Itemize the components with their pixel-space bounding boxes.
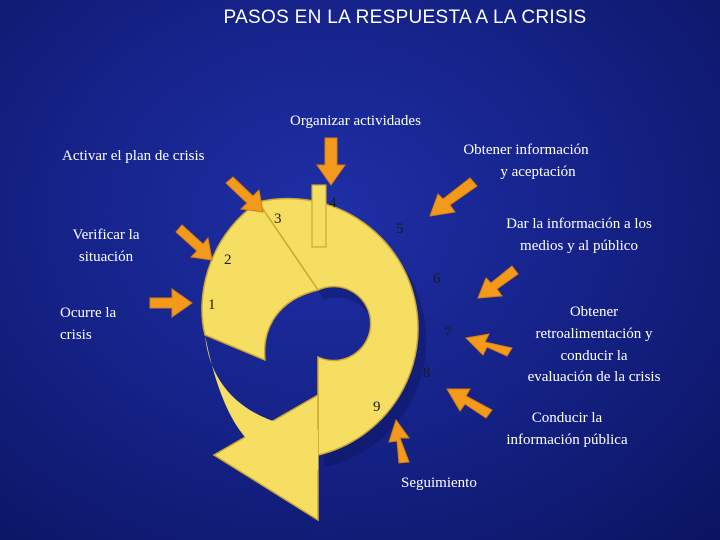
step-number-1: 1 xyxy=(208,297,216,313)
step-number-4: 4 xyxy=(329,195,337,211)
label-activar: Activar el plan de crisis xyxy=(62,148,205,164)
label-obtener-info-line1: Obtener información xyxy=(463,142,589,158)
label-ocurre xyxy=(60,303,116,347)
label-obtener-info xyxy=(440,140,612,184)
label-ocurre-line1: Ocurre la xyxy=(60,305,117,321)
label-retro-line2: retroalimentación y xyxy=(535,325,653,342)
label-ocurre-line2: crisis xyxy=(60,326,92,343)
label-verificar-line1: Verificar la xyxy=(72,227,140,243)
step-number-8: 8 xyxy=(423,365,431,381)
label-retroalimentacion xyxy=(504,302,684,389)
label-conducir-line1: Conducir la xyxy=(531,410,603,426)
label-verificar xyxy=(56,225,156,269)
label-dar-info-line1: Dar la información a los xyxy=(506,216,652,232)
label-organizar: Organizar actividades xyxy=(290,113,421,129)
label-retro-line1: Obtener xyxy=(569,304,619,320)
arrow-obtener xyxy=(430,178,477,216)
step-number-3: 3 xyxy=(274,211,282,227)
label-retro-line3: conducir la xyxy=(560,347,628,364)
step-number-2: 2 xyxy=(224,252,232,268)
page-title: PASOS EN LA RESPUESTA A LA CRISIS xyxy=(223,7,587,28)
arrow-organizar xyxy=(317,138,345,185)
arrow-activar xyxy=(226,177,263,212)
label-dar-info xyxy=(484,214,674,258)
step-number-9: 9 xyxy=(373,399,381,415)
label-conducir-line2: información pública xyxy=(506,431,628,448)
ring-notch xyxy=(312,185,326,247)
label-verificar-line2: situación xyxy=(78,248,134,265)
step-number-6: 6 xyxy=(433,271,441,287)
step-number-7: 7 xyxy=(444,325,452,341)
step-number-5: 5 xyxy=(396,221,404,237)
label-conducir xyxy=(486,408,648,452)
label-retro-line4: evaluación de la crisis xyxy=(527,369,661,386)
label-seguimiento: Seguimiento xyxy=(401,475,477,491)
arrow-dar xyxy=(478,266,518,298)
label-dar-info-line2: medios y al público xyxy=(520,237,638,254)
arrow-ocurre xyxy=(150,289,192,317)
label-obtener-info-line2: y aceptación xyxy=(500,163,576,180)
arrow-verificar xyxy=(176,225,212,260)
